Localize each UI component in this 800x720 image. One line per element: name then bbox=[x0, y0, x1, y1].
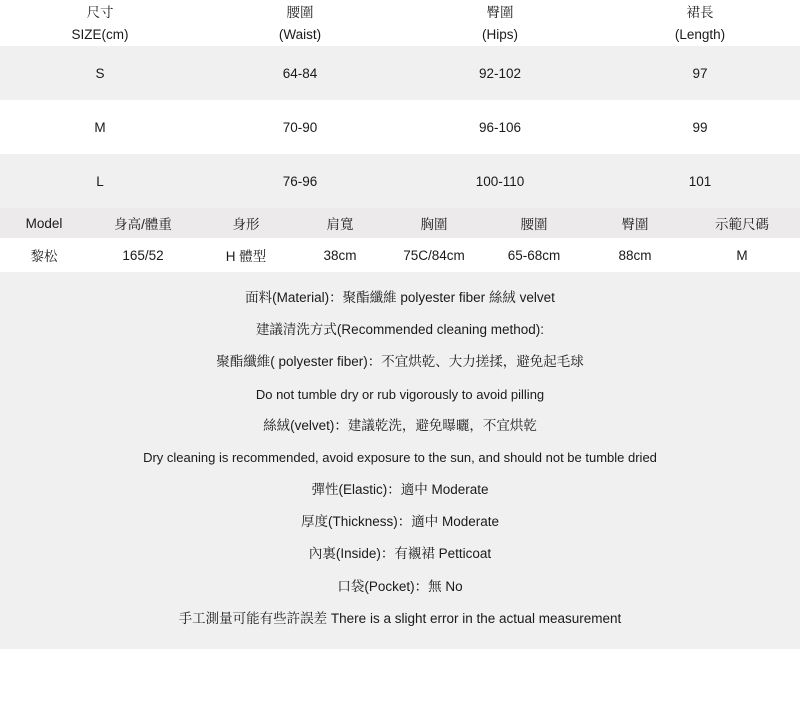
size-cell-length: 101 bbox=[600, 154, 800, 208]
model-header-height-weight: 身高/體重 bbox=[88, 208, 198, 238]
info-line-pocket: 口袋(Pocket)：無 No bbox=[337, 578, 463, 594]
model-cell-size-shown: M bbox=[684, 238, 800, 272]
size-header-size-cn: 尺寸 bbox=[0, 0, 200, 22]
info-line-polyester-en: Do not tumble dry or rub vigorously to avoid pilling bbox=[255, 386, 545, 402]
size-cell-hips: 100-110 bbox=[400, 154, 600, 208]
model-cell-hips: 88cm bbox=[586, 238, 684, 272]
size-header-hips-en: (Hips) bbox=[400, 22, 600, 46]
model-header-body-shape: 身形 bbox=[198, 208, 294, 238]
size-header-waist-en: (Waist) bbox=[200, 22, 400, 46]
model-cell-body-shape: H 體型 bbox=[198, 238, 294, 272]
size-cell-length: 99 bbox=[600, 100, 800, 154]
table-row bbox=[0, 100, 800, 154]
table-row bbox=[0, 154, 800, 208]
size-cell-size: S bbox=[0, 46, 200, 100]
size-cell-size: M bbox=[0, 100, 200, 154]
model-header-waist: 腰圍 bbox=[482, 208, 586, 238]
model-cell-height-weight: 165/52 bbox=[88, 238, 198, 272]
model-header-hips: 臀圍 bbox=[586, 208, 684, 238]
info-line-velvet-en: Dry cleaning is recommended, avoid exposure to the sun, and should not be tumble dried bbox=[143, 450, 657, 466]
size-cell-size: L bbox=[0, 154, 200, 208]
size-chart-table bbox=[0, 0, 800, 208]
info-line-thickness: 厚度(Thickness)：適中 Moderate bbox=[300, 514, 500, 530]
info-line-measurement-note: 手工測量可能有些許誤差 There is a slight error in the actual measurement bbox=[178, 610, 622, 626]
size-header-hips-cn: 臀圍 bbox=[400, 0, 600, 22]
size-header-length-en: (Length) bbox=[600, 22, 800, 46]
info-line-inside: 內裏(Inside)：有襯裙 Petticoat bbox=[308, 546, 492, 562]
size-chart-header-en bbox=[0, 22, 800, 46]
model-measurements-table bbox=[0, 208, 800, 272]
size-chart-header-cn bbox=[0, 0, 800, 22]
size-cell-hips: 96-106 bbox=[400, 100, 600, 154]
size-header-length-cn: 裙長 bbox=[600, 0, 800, 22]
size-header-waist-cn: 腰圍 bbox=[200, 0, 400, 22]
info-line-polyester-cn: 聚酯纖維( polyester fiber)：不宜烘乾、大力搓揉，避免起毛球 bbox=[216, 354, 584, 370]
size-cell-waist: 76-96 bbox=[200, 154, 400, 208]
model-header-shoulder: 肩寬 bbox=[294, 208, 386, 238]
model-cell-shoulder: 38cm bbox=[294, 238, 386, 272]
table-row bbox=[0, 238, 800, 272]
model-header-model: Model bbox=[0, 208, 88, 238]
model-header-bust: 胸圍 bbox=[386, 208, 482, 238]
product-care-info bbox=[0, 272, 800, 649]
size-cell-hips: 92-102 bbox=[400, 46, 600, 100]
size-cell-waist: 70-90 bbox=[200, 100, 400, 154]
model-cell-waist: 65-68cm bbox=[482, 238, 586, 272]
model-cell-bust: 75C/84cm bbox=[386, 238, 482, 272]
model-header-size-shown: 示範尺碼 bbox=[684, 208, 800, 238]
table-row bbox=[0, 46, 800, 100]
model-table-header bbox=[0, 208, 800, 238]
size-header-size-en: SIZE(cm) bbox=[0, 22, 200, 46]
size-cell-waist: 64-84 bbox=[200, 46, 400, 100]
size-cell-length: 97 bbox=[600, 46, 800, 100]
info-line-velvet-cn: 絲絨(velvet)：建議乾洗，避免曝曬，不宜烘乾 bbox=[263, 418, 537, 434]
info-line-material: 面料(Material)：聚酯纖維 polyester fiber 絲絨 velvet bbox=[245, 290, 555, 305]
info-line-cleaning-title: 建議清洗方式(Recommended cleaning method): bbox=[255, 322, 545, 338]
model-cell-model: 黎松 bbox=[0, 238, 88, 272]
info-line-elastic: 彈性(Elastic)：適中 Moderate bbox=[311, 481, 489, 497]
